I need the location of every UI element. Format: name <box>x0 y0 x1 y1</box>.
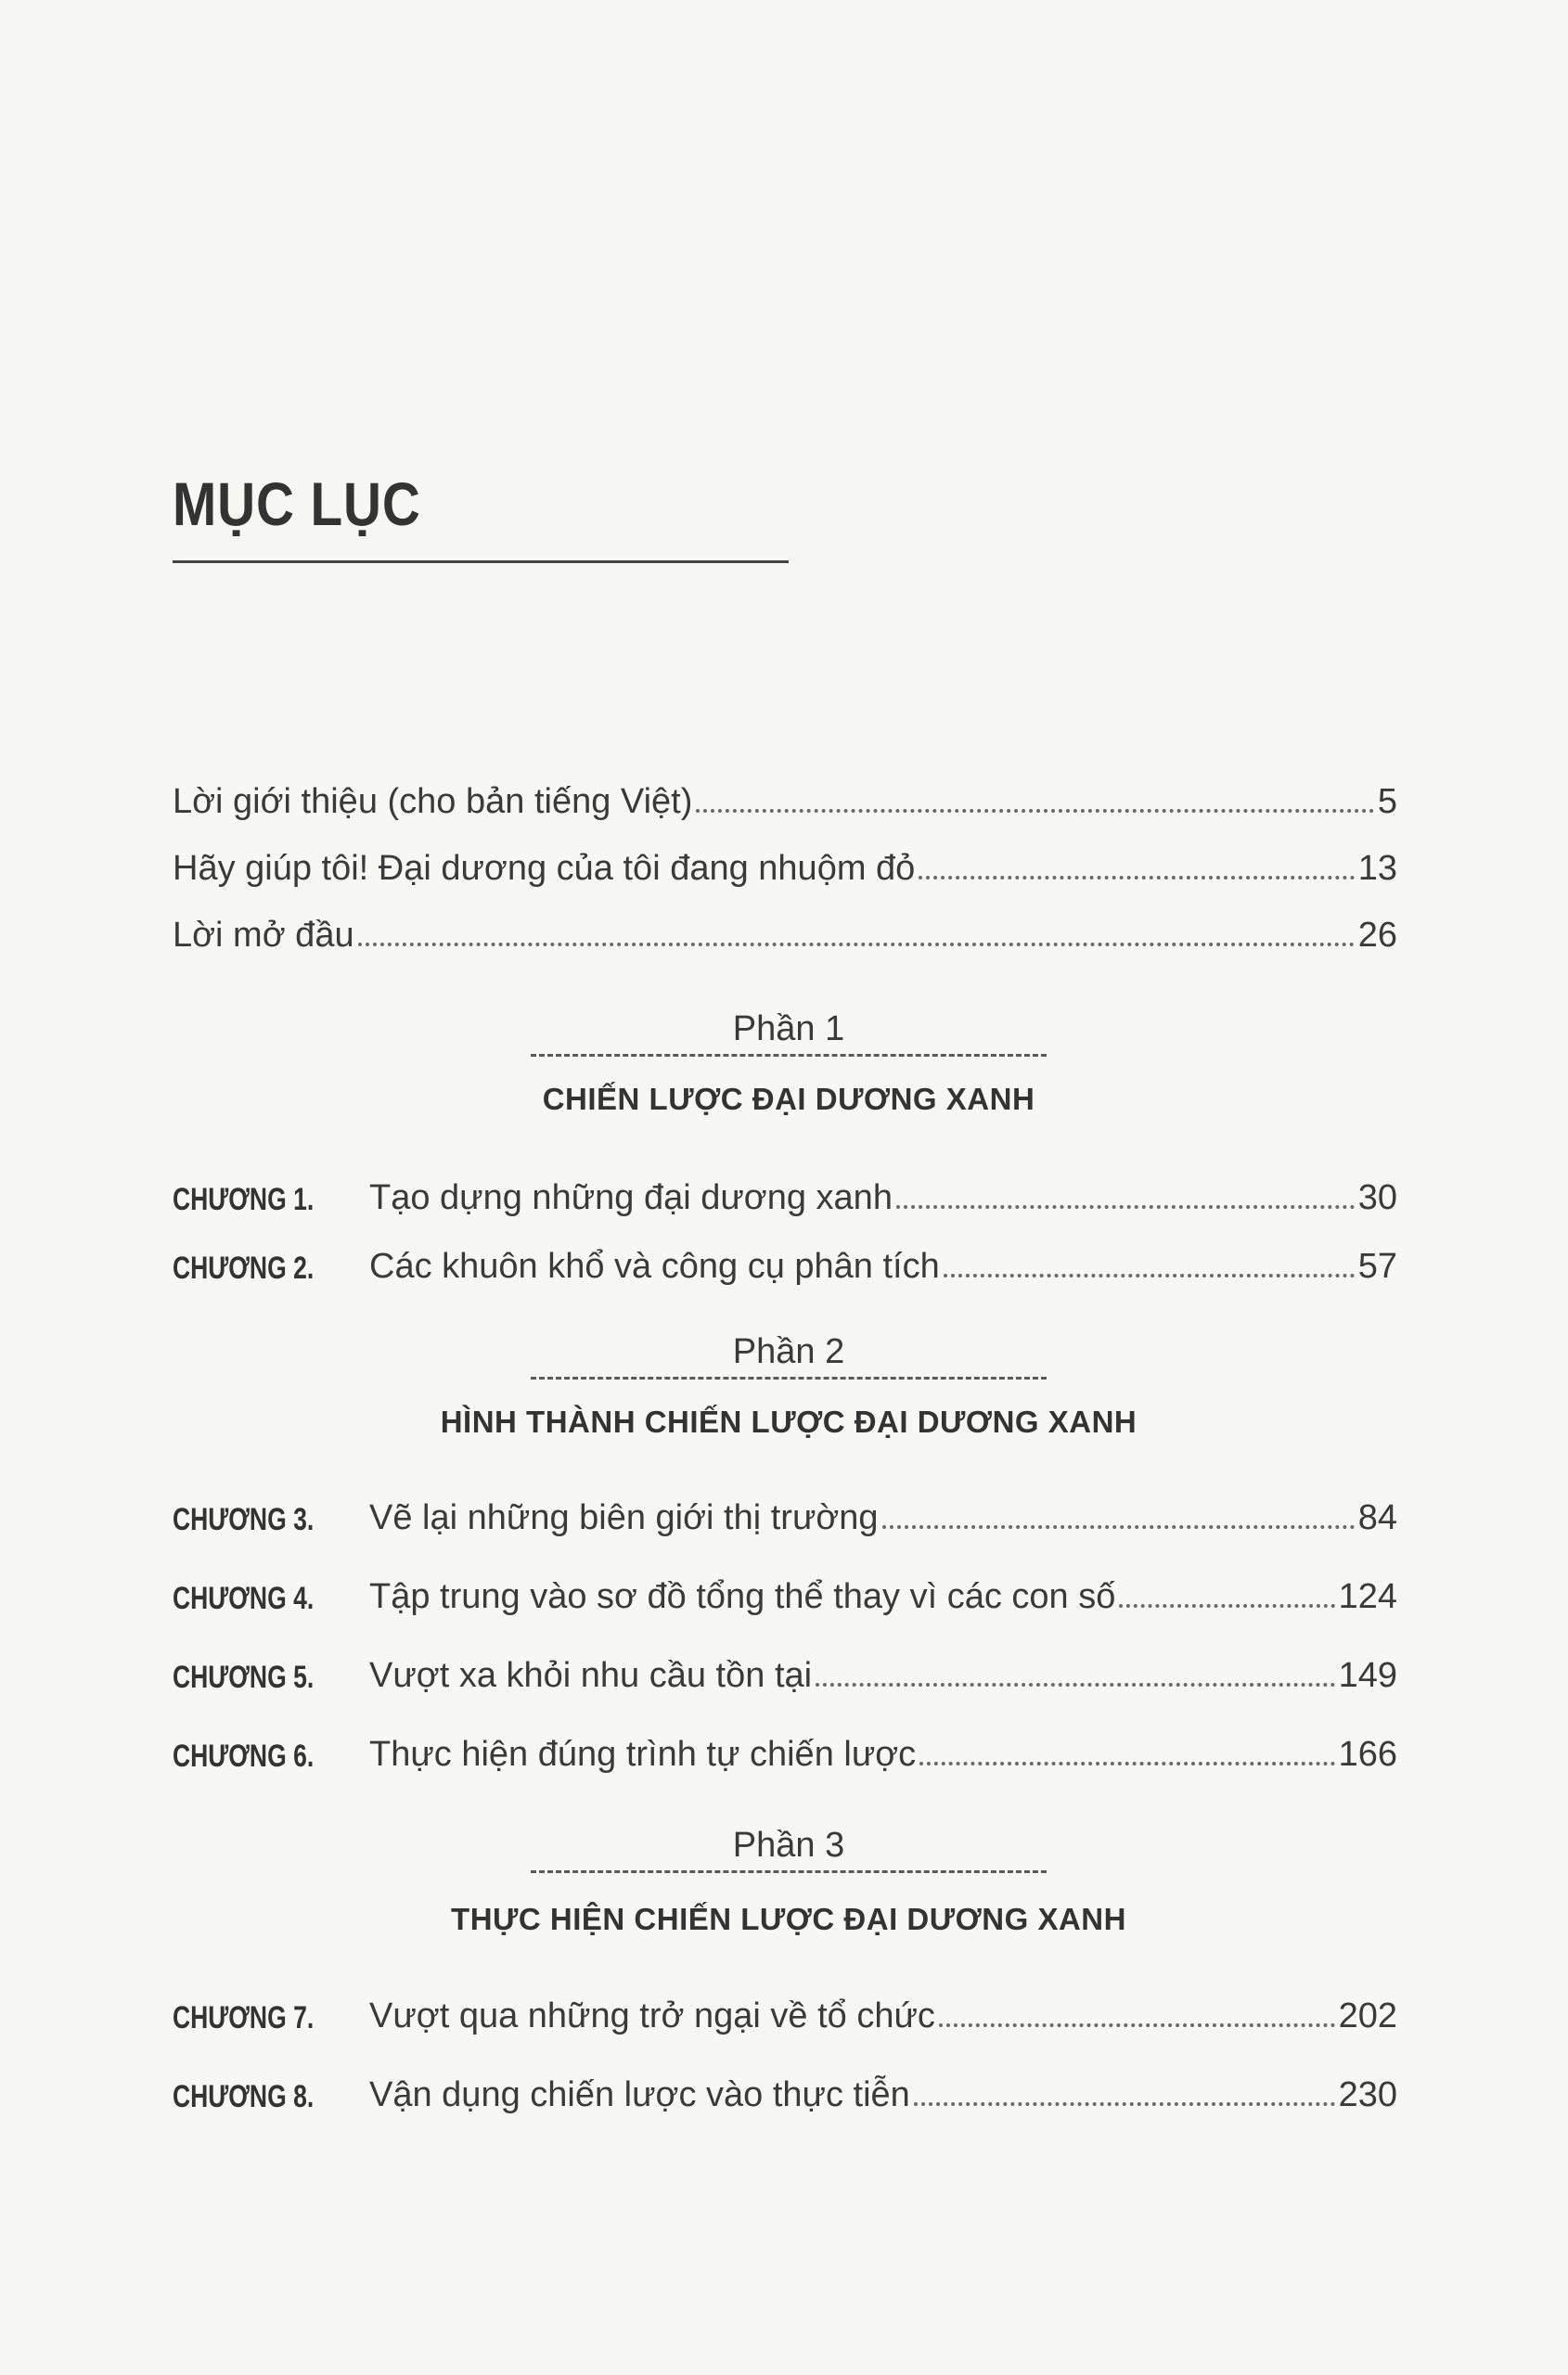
chapter-entry[interactable] <box>173 1561 1397 1617</box>
chapter-number: CHƯƠNG 4. <box>173 1581 315 1616</box>
dot-leader <box>919 1762 1334 1765</box>
part-divider <box>531 1054 1047 1057</box>
chapter-entry[interactable] <box>173 1719 1397 1775</box>
chapter-page: 57 <box>1357 1247 1397 1286</box>
chapter-title: Vượt qua những trở ngại về tổ chức <box>369 1996 935 2035</box>
chapter-entry[interactable] <box>173 1981 1397 2036</box>
chapter-title: Các khuôn khổ và công cụ phân tích <box>369 1247 940 1286</box>
chapter-page: 202 <box>1338 1996 1397 2035</box>
chapter-number: CHƯƠNG 7. <box>173 2000 315 2035</box>
entry-page: 13 <box>1357 849 1397 888</box>
dot-leader <box>1119 1604 1334 1608</box>
dot-leader <box>919 876 1354 879</box>
chapter-title: Vượt xa khỏi nhu cầu tồn tại <box>369 1656 813 1695</box>
chapter-page: 30 <box>1357 1178 1397 1217</box>
chapter-title: Vẽ lại những biên giới thị trường <box>369 1498 879 1537</box>
chapter-page: 149 <box>1338 1656 1397 1695</box>
chapter-entry[interactable] <box>173 2060 1397 2115</box>
chapter-title: Vận dụng chiến lược vào thực tiễn <box>369 2075 910 2114</box>
part-divider <box>531 1870 1047 1873</box>
page-title: MỤC LỤC <box>173 469 421 538</box>
part-title: HÌNH THÀNH CHIẾN LƯỢC ĐẠI DƯƠNG XANH <box>440 1405 1137 1439</box>
toc-entry[interactable] <box>173 833 1397 889</box>
toc-entry[interactable] <box>173 766 1397 822</box>
entry-title: Lời giới thiệu (cho bản tiếng Việt) <box>173 782 693 821</box>
chapter-number: CHƯƠNG 5. <box>173 1660 315 1695</box>
chapter-page: 84 <box>1357 1498 1397 1537</box>
chapter-entry[interactable] <box>173 1640 1397 1696</box>
dot-leader <box>914 2102 1335 2106</box>
dot-leader <box>816 1683 1335 1687</box>
chapter-page: 124 <box>1338 1577 1397 1616</box>
chapter-title: Tập trung vào sơ đồ tổng thể thay vì các con số <box>369 1577 1116 1616</box>
entry-title: Lời mở đầu <box>173 916 354 955</box>
dot-leader <box>358 943 1355 946</box>
chapter-entry[interactable] <box>173 1162 1397 1218</box>
chapter-page: 166 <box>1338 1735 1397 1774</box>
toc-entry[interactable] <box>173 900 1397 956</box>
dot-leader <box>882 1525 1355 1529</box>
chapter-number: CHƯƠNG 2. <box>173 1251 315 1286</box>
part-label: Phần 3 <box>732 1826 845 1865</box>
part-label: Phần 2 <box>732 1332 845 1371</box>
part-title: THỰC HIỆN CHIẾN LƯỢC ĐẠI DƯƠNG XANH <box>451 1902 1126 1936</box>
entry-title: Hãy giúp tôi! Đại dương của tôi đang nhuộm đỏ <box>173 849 916 888</box>
dot-leader <box>696 809 1374 813</box>
chapter-entry[interactable] <box>173 1231 1397 1287</box>
entry-page: 5 <box>1377 782 1397 821</box>
chapter-title: Tạo dựng những đại dương xanh <box>369 1178 893 1217</box>
entry-page: 26 <box>1357 916 1397 955</box>
dot-leader <box>939 2023 1335 2027</box>
chapter-title: Thực hiện đúng trình tự chiến lược <box>369 1735 917 1774</box>
chapter-number: CHƯƠNG 6. <box>173 1739 315 1774</box>
chapter-number: CHƯƠNG 1. <box>173 1182 315 1217</box>
dot-leader <box>896 1205 1355 1209</box>
part-divider <box>531 1377 1047 1380</box>
chapter-entry[interactable] <box>173 1483 1397 1538</box>
title-underline <box>173 560 789 563</box>
chapter-number: CHƯƠNG 3. <box>173 1502 315 1537</box>
dot-leader <box>944 1274 1355 1277</box>
chapter-number: CHƯƠNG 8. <box>173 2079 315 2114</box>
part-title: CHIẾN LƯỢC ĐẠI DƯƠNG XANH <box>542 1082 1035 1116</box>
part-label: Phần 1 <box>732 1009 845 1048</box>
chapter-page: 230 <box>1338 2075 1397 2114</box>
